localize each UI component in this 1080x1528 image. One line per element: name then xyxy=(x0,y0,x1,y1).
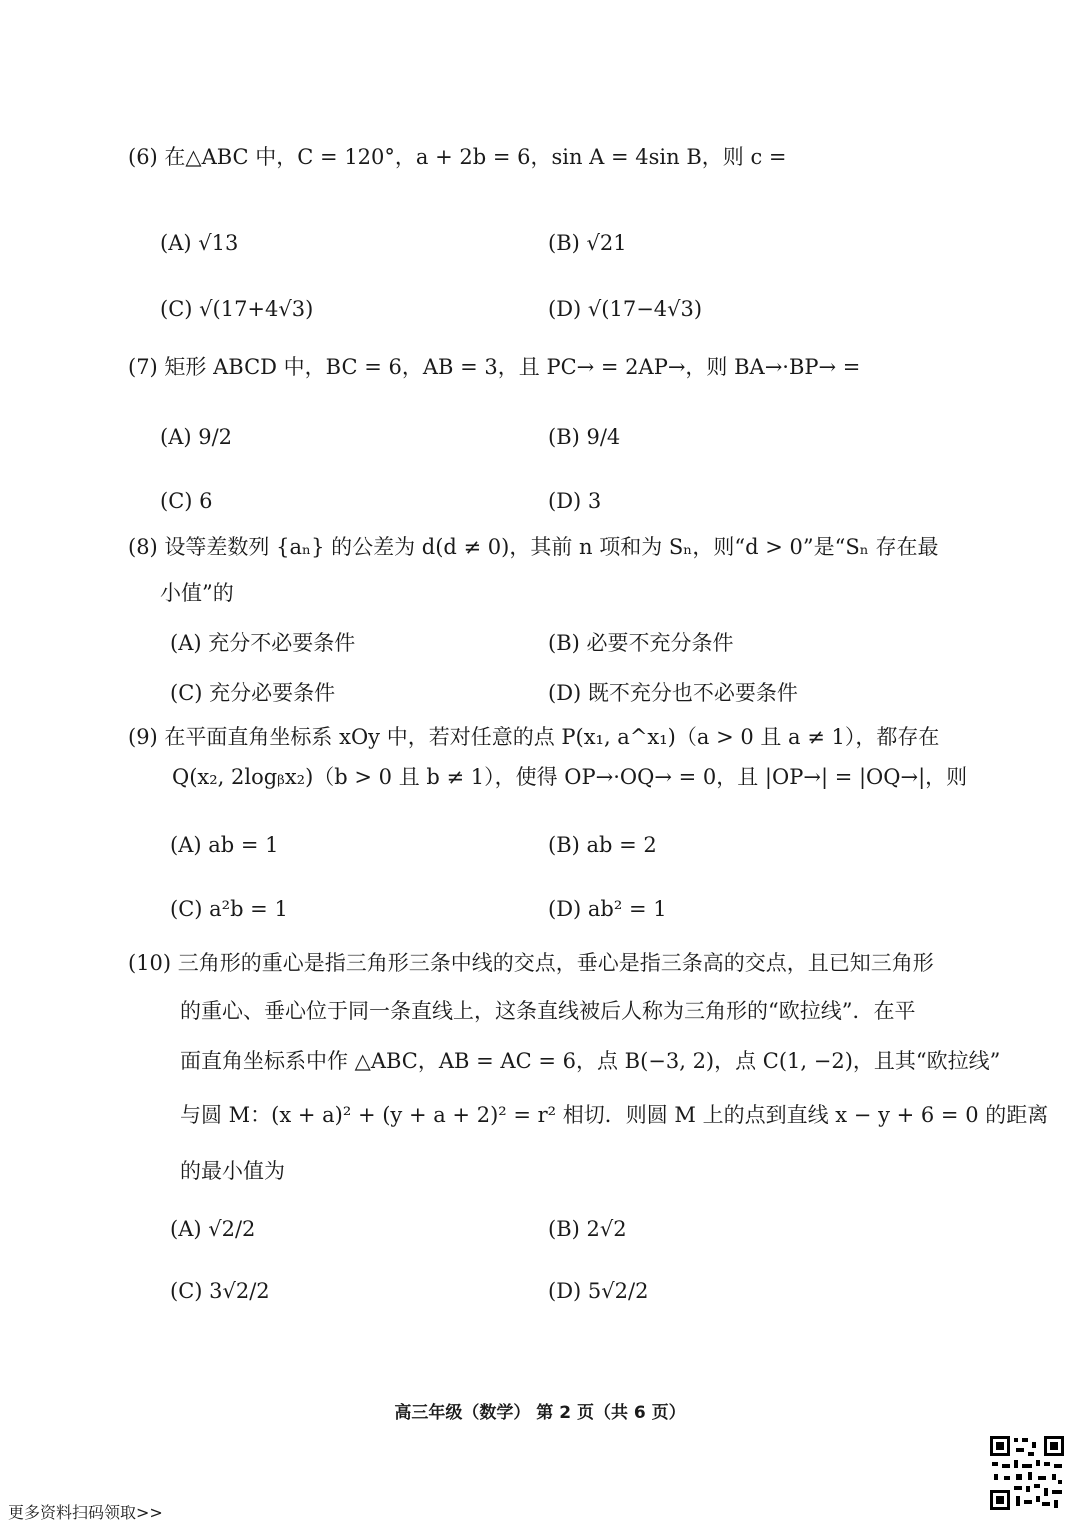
q9-option-d: (D) ab² = 1 xyxy=(548,897,667,921)
page-footer: 高三年级（数学） 第 2 页（共 6 页） xyxy=(394,1403,686,1423)
q6-option-d: (D) √(17−4√3) xyxy=(548,297,703,321)
q7-option-d: (D) 3 xyxy=(548,489,602,513)
q8-option-d: (D) 既不充分也不必要条件 xyxy=(548,681,798,705)
q6-option-b: (B) √21 xyxy=(548,231,627,255)
q8-option-b: (B) 必要不充分条件 xyxy=(548,631,734,655)
q6-stem: (6) 在△ABC 中，C = 120°，a + 2b = 6，sin A = 4sin B，则 c = xyxy=(128,145,787,169)
q6-option-c: (C) √(17+4√3) xyxy=(160,297,314,321)
q9-stem-line1: (9) 在平面直角坐标系 xOy 中，若对任意的点 P(x₁, a^x₁)（a > 0 且 a ≠ 1），都存在 xyxy=(128,725,940,749)
q9-option-b: (B) ab = 2 xyxy=(548,833,657,857)
q10-option-d: (D) 5√2/2 xyxy=(548,1279,649,1303)
bottom-note: 更多资料扫码领取>> xyxy=(8,1503,163,1522)
q9-stem-line2: Q(x₂, 2logᵦx₂)（b > 0 且 b ≠ 1），使得 OP→·OQ→ = 0，且 |OP→| = |OQ→|，则 xyxy=(172,765,968,789)
q10-stem-line5: 的最小值为 xyxy=(180,1159,285,1183)
q7-option-c: (C) 6 xyxy=(160,489,213,513)
q8-stem-line2: 小值”的 xyxy=(160,581,234,605)
q10-option-a: (A) √2/2 xyxy=(170,1217,256,1241)
q8-option-c: (C) 充分必要条件 xyxy=(170,681,336,705)
q9-option-c: (C) a²b = 1 xyxy=(170,897,288,921)
q9-option-a: (A) ab = 1 xyxy=(170,833,279,857)
q10-stem-line3: 面直角坐标系中作 △ABC，AB = AC = 6，点 B(−3, 2)，点 C(1, −2)，且其“欧拉线” xyxy=(180,1049,1001,1073)
q10-stem-line4: 与圆 M：(x + a)² + (y + a + 2)² = r² 相切．则圆 M 上的点到直线 x − y + 6 = 0 的距离 xyxy=(180,1103,1049,1127)
q7-option-a: (A) 9/2 xyxy=(160,425,233,449)
q8-option-a: (A) 充分不必要条件 xyxy=(170,631,356,655)
qr-code-icon[interactable] xyxy=(988,1434,1066,1512)
q6-option-a: (A) √13 xyxy=(160,231,239,255)
q10-option-c: (C) 3√2/2 xyxy=(170,1279,270,1303)
q7-option-b: (B) 9/4 xyxy=(548,425,621,449)
q10-option-b: (B) 2√2 xyxy=(548,1217,627,1241)
q10-stem-line2: 的重心、垂心位于同一条直线上，这条直线被后人称为三角形的“欧拉线”．在平 xyxy=(180,999,916,1023)
q7-stem: (7) 矩形 ABCD 中，BC = 6，AB = 3，且 PC→ = 2AP→，则 BA→·BP→ = xyxy=(128,355,861,379)
q8-stem-line1: (8) 设等差数列 {aₙ} 的公差为 d(d ≠ 0)，其前 n 项和为 Sₙ，则“d > 0”是“Sₙ 存在最 xyxy=(128,535,939,559)
q10-stem-line1: (10) 三角形的重心是指三角形三条中线的交点，垂心是指三条高的交点，且已知三角形 xyxy=(128,951,934,975)
